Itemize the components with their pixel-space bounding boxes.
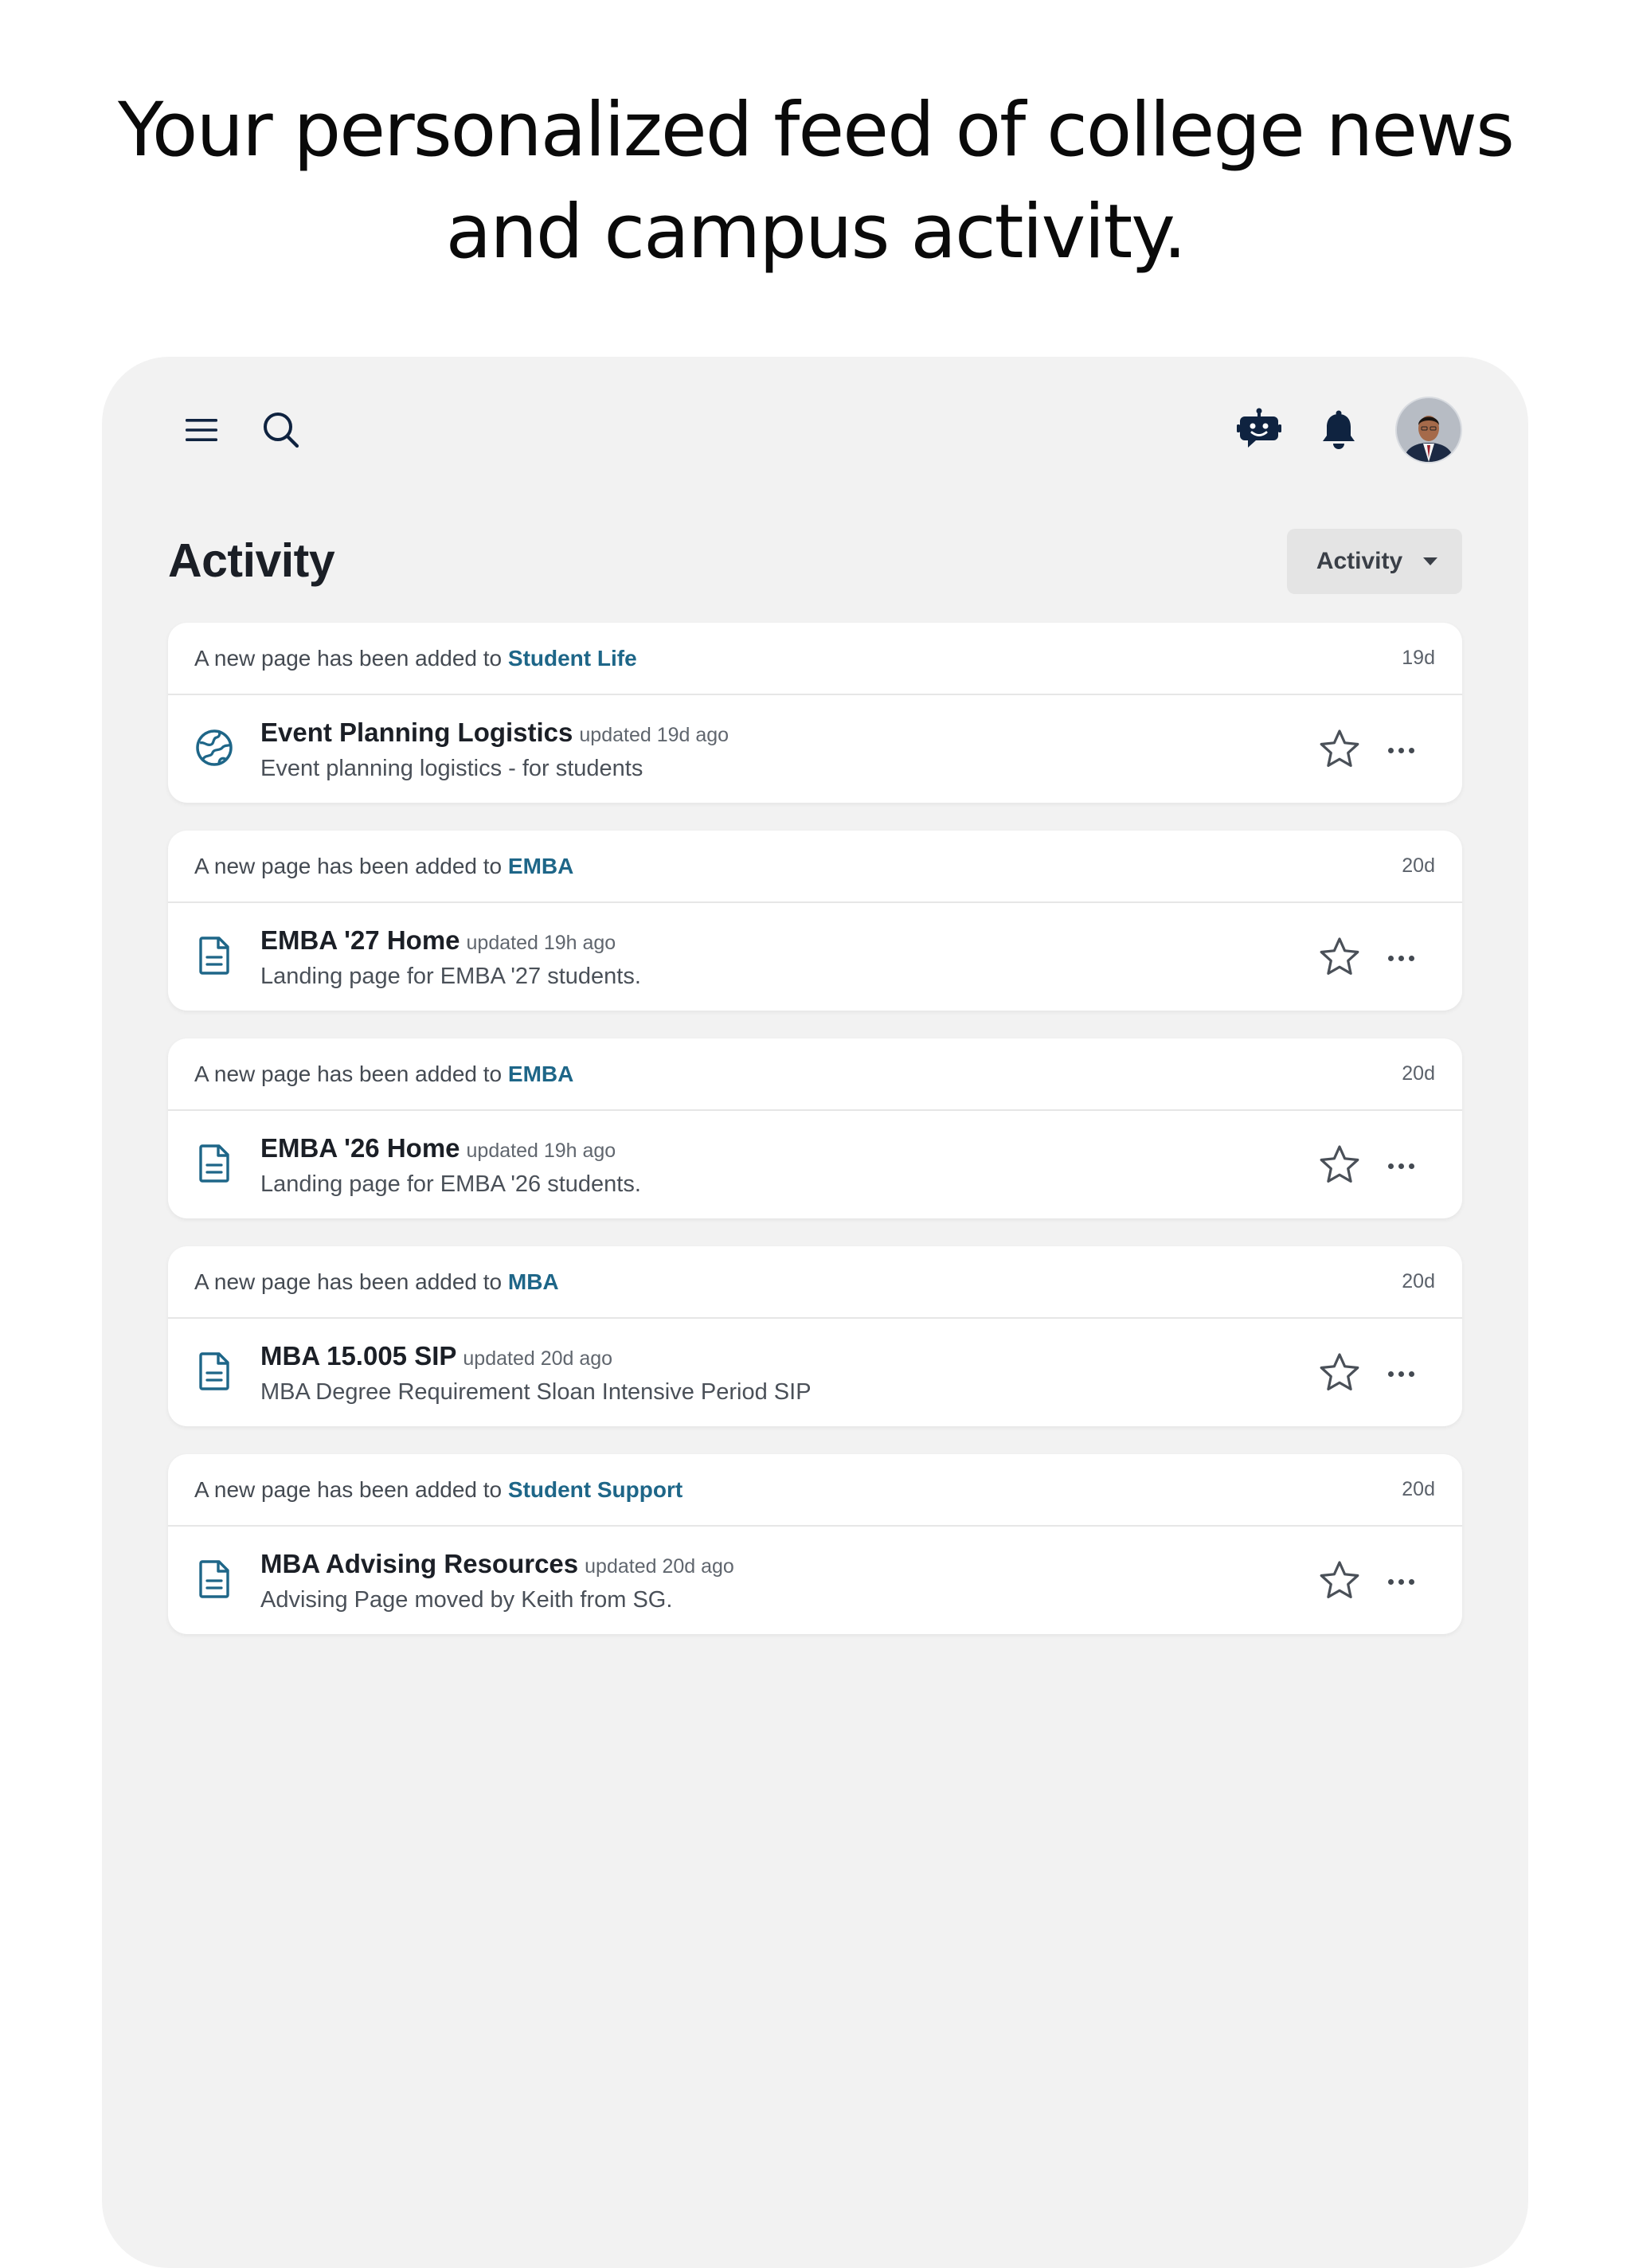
page-title-link[interactable]: Event Planning Logistics: [260, 718, 573, 747]
star-icon[interactable]: [1317, 727, 1362, 772]
updated-timestamp: updated 20d ago: [463, 1347, 613, 1370]
marketing-headline: [0, 80, 1631, 284]
updated-timestamp: updated 19d ago: [579, 724, 729, 746]
space-link[interactable]: MBA: [507, 1269, 559, 1294]
star-icon[interactable]: [1317, 1558, 1362, 1603]
activity-message: A new page has been added to: [194, 853, 508, 878]
activity-message: A new page has been added to: [194, 1476, 508, 1502]
activity-message: A new page has been added to: [194, 645, 508, 671]
globe-icon: [194, 727, 235, 768]
activity-card-header: [168, 1454, 1462, 1527]
updated-timestamp: updated 20d ago: [585, 1555, 734, 1578]
document-icon: [194, 935, 235, 976]
activity-age: 20d: [1402, 1270, 1435, 1292]
activity-age: 19d: [1402, 647, 1435, 669]
star-icon[interactable]: [1317, 1143, 1362, 1187]
activity-card: [168, 1246, 1462, 1426]
app-screen: [102, 357, 1528, 2268]
page-description: Landing page for EMBA '26 students.: [260, 1171, 641, 1197]
page-description: Advising Page moved by Keith from SG.: [260, 1587, 673, 1613]
activity-card: [168, 831, 1462, 1011]
search-icon[interactable]: [253, 402, 309, 458]
star-icon[interactable]: [1317, 935, 1362, 980]
updated-timestamp: updated 19h ago: [466, 932, 616, 954]
headline-line-1: Your personalized feed of college news: [118, 87, 1513, 174]
document-icon: [194, 1143, 235, 1184]
more-options-icon[interactable]: [1381, 1354, 1421, 1394]
activity-card-header: [168, 1038, 1462, 1111]
activity-filter-dropdown[interactable]: [1287, 529, 1462, 594]
document-icon: [194, 1351, 235, 1392]
activity-filter-label: Activity: [1316, 548, 1403, 574]
space-link[interactable]: EMBA: [507, 1061, 574, 1086]
more-options-icon[interactable]: [1381, 938, 1421, 978]
page-item[interactable]: [168, 1319, 1462, 1426]
activity-card: [168, 1038, 1462, 1218]
activity-age: 20d: [1402, 1062, 1435, 1085]
page-description: MBA Degree Requirement Sloan Intensive Period SIP: [260, 1379, 812, 1405]
menu-icon[interactable]: [174, 402, 229, 458]
caret-down-icon: [1423, 557, 1437, 565]
more-options-icon[interactable]: [1381, 730, 1421, 770]
activity-card-header: [168, 623, 1462, 695]
space-link[interactable]: Student Support: [507, 1476, 683, 1502]
page-item[interactable]: [168, 903, 1462, 1011]
space-link[interactable]: EMBA: [507, 853, 574, 878]
activity-age: 20d: [1402, 1478, 1435, 1500]
page-title-link[interactable]: EMBA '26 Home: [260, 1133, 460, 1163]
more-options-icon[interactable]: [1381, 1146, 1421, 1186]
activity-card-header: [168, 831, 1462, 903]
page-title: Activity: [168, 534, 335, 587]
updated-timestamp: updated 19h ago: [466, 1140, 616, 1162]
space-link[interactable]: Student Life: [507, 645, 637, 671]
activity-card-header: [168, 1246, 1462, 1319]
page-item[interactable]: [168, 695, 1462, 803]
activity-message: A new page has been added to: [194, 1061, 508, 1086]
bell-icon[interactable]: [1311, 402, 1367, 458]
activity-card: [168, 623, 1462, 803]
star-icon[interactable]: [1317, 1351, 1362, 1395]
page-title-link[interactable]: MBA 15.005 SIP: [260, 1341, 457, 1371]
page-item[interactable]: [168, 1111, 1462, 1218]
activity-card: [168, 1454, 1462, 1634]
page-description: Event planning logistics - for students: [260, 756, 643, 781]
activity-age: 20d: [1402, 854, 1435, 877]
page-description: Landing page for EMBA '27 students.: [260, 964, 641, 989]
page-title-link[interactable]: EMBA '27 Home: [260, 925, 460, 955]
headline-line-2: and campus activity.: [445, 189, 1186, 276]
document-icon: [194, 1558, 235, 1600]
page-title-link[interactable]: MBA Advising Resources: [260, 1549, 579, 1578]
assistant-bot-icon[interactable]: [1231, 401, 1287, 457]
more-options-icon[interactable]: [1381, 1562, 1421, 1601]
page-item[interactable]: [168, 1527, 1462, 1634]
activity-message: A new page has been added to: [194, 1269, 508, 1294]
avatar[interactable]: [1395, 397, 1462, 463]
